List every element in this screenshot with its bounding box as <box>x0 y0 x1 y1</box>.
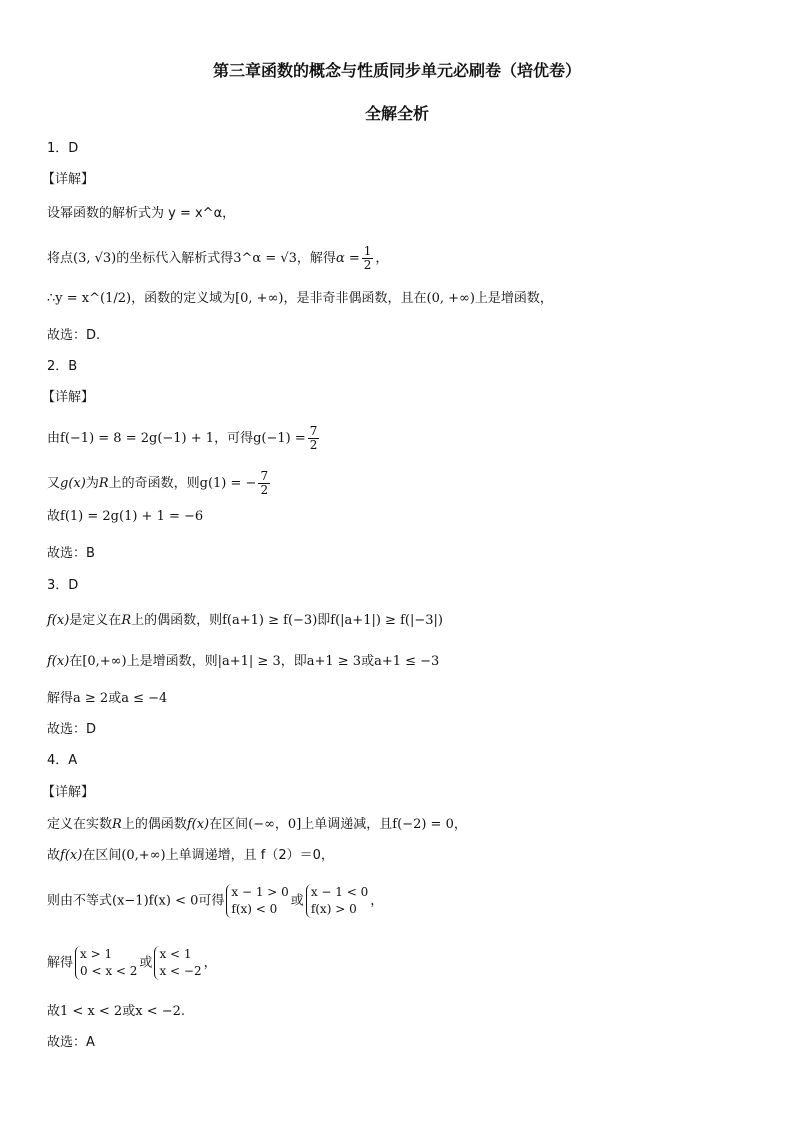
q2-frac1-num: 7 <box>309 424 318 438</box>
q2-l1-text2: ，可得 <box>214 431 254 446</box>
q3-l2-text2: 上是增函数，则 <box>126 654 218 669</box>
q3-l1-text: 是定义在 <box>69 613 122 628</box>
q4-system-4 <box>154 946 201 980</box>
q3-line-1 <box>47 612 443 630</box>
q3-fx: f(x) <box>47 613 70 628</box>
q2-l2-text2: 为 <box>85 476 99 491</box>
q4-system-2 <box>306 884 368 918</box>
q2-detail-tag: 【详解】 <box>42 390 95 405</box>
q4-l1-comma: ， <box>453 817 467 832</box>
q4-l5-period: . <box>180 1004 186 1019</box>
q4-l1-text4: 上单调递减，且 <box>301 817 393 832</box>
q4-line-1 <box>47 816 467 834</box>
q4-result-2: x < −2 <box>135 1004 181 1019</box>
q1-frac-num: 1 <box>363 244 372 258</box>
q4-interval-1: (−∞，0] <box>248 817 302 832</box>
q4-fx-2: f(x) <box>60 848 83 863</box>
q1-interval: (0, +∞) <box>426 291 475 306</box>
q3-case-2: a+1 ≤ −3 <box>374 654 440 669</box>
q1-line-1: 设幂函数的解析式为 y = x^α， <box>47 206 236 221</box>
q4-result-1: 1 < x < 2 <box>60 1004 123 1019</box>
q2-R: R <box>98 476 109 491</box>
q1-alpha: α = <box>335 251 360 266</box>
q3-R: R <box>121 613 132 628</box>
q3-ineq-1: f(a+1) ≥ f(−3) <box>222 613 318 628</box>
q2-frac2-den: 2 <box>260 483 269 497</box>
q4-l4-text: 解得 <box>47 955 74 971</box>
q3-l3-or: 或 <box>108 691 122 706</box>
q4-line-4 <box>47 946 217 980</box>
q1-l2-comma: ， <box>375 251 389 266</box>
q1-l3-text3: 上是增函数， <box>474 291 553 306</box>
q4-l4-comma: ， <box>203 955 217 971</box>
q4-sys2-row1: x − 1 < 0 <box>310 885 369 899</box>
q4-sys1-row2: f(x) < 0 <box>231 902 278 916</box>
q4-inequality: (x−1)f(x) < 0 <box>112 893 199 909</box>
q3-l2-or: 或 <box>361 654 375 669</box>
q2-fraction-1 <box>308 425 320 452</box>
q1-l2-text3: ，解得 <box>296 251 336 266</box>
q2-l2-text: 又 <box>47 476 61 491</box>
q4-l2-text3: 上单调递增，且 f（2）＝0， <box>165 848 334 863</box>
q3-line-2 <box>47 653 439 671</box>
q4-l5-text: 故 <box>47 1004 61 1019</box>
q1-equation: 3^α = √3 <box>233 251 297 266</box>
q2-frac1-den: 2 <box>309 438 318 452</box>
q4-system-3 <box>75 946 137 980</box>
q1-point: (3, √3) <box>73 251 117 266</box>
q4-sys3-row1: x > 1 <box>80 947 113 961</box>
q4-l2-text2: 在区间 <box>82 848 122 863</box>
q2-line-3 <box>47 508 203 526</box>
q4-l4-or: 或 <box>139 955 153 971</box>
q3-l2-text3: ，即 <box>280 654 307 669</box>
q1-l3-text2: ，是非奇非偶函数，且在 <box>283 291 427 306</box>
q4-l3-or: 或 <box>290 893 304 909</box>
q4-line-3 <box>47 884 383 918</box>
q2-fraction-2 <box>258 470 270 497</box>
q4-number: 4．A <box>47 753 78 768</box>
q2-l3-text: 故 <box>47 509 61 524</box>
q4-l1-text2: 上的偶函数 <box>121 817 187 832</box>
q4-l5-or: 或 <box>122 1004 136 1019</box>
q4-system-1 <box>226 884 288 918</box>
q4-l3-comma: ， <box>370 893 384 909</box>
q4-fx: f(x) <box>186 817 210 832</box>
q2-g-value: g(−1) = <box>253 431 306 446</box>
q1-number: 1．D <box>47 141 79 156</box>
q1-frac-den: 2 <box>363 258 372 272</box>
q4-l2-text: 故 <box>47 848 61 863</box>
q2-number: 2．B <box>47 359 78 374</box>
q2-f1-result: f(1) = 2g(1) + 1 = −6 <box>60 509 204 524</box>
q3-case-1: a+1 ≥ 3 <box>306 654 362 669</box>
q4-R: R <box>112 817 122 832</box>
q1-domain: [0, +∞) <box>235 291 284 306</box>
q1-answer: 故选：D. <box>47 328 101 343</box>
q1-l3-text: ，函数的定义域为 <box>131 291 236 306</box>
q4-l3-text: 则由不等式 <box>47 893 113 909</box>
q4-interval-2: (0,+∞) <box>121 848 166 863</box>
page-title: 第三章函数的概念与性质同步单元必刷卷（培优卷） <box>212 61 581 80</box>
q2-g1: g(1) = − <box>199 476 257 491</box>
q4-f-minus2: f(−2) = 0 <box>392 817 454 832</box>
q3-l3-text: 解得 <box>47 691 74 706</box>
q3-result-1: a ≥ 2 <box>73 691 109 706</box>
q3-fx-2: f(x) <box>47 654 70 669</box>
q3-ineq-2: f(|a+1|) ≥ f(|−3|) <box>330 613 443 628</box>
q1-power-func: ∴y = x^(1/2) <box>47 291 132 306</box>
q3-l2-text: 在 <box>69 654 83 669</box>
q4-l3-text2: 可得 <box>198 893 225 909</box>
q3-l1-text2: 上的偶函数，则 <box>131 613 223 628</box>
q4-sys1-row1: x − 1 > 0 <box>231 885 289 899</box>
q2-line-2 <box>47 470 272 497</box>
q3-l1-text3: 即 <box>317 613 331 628</box>
q1-line-2 <box>47 245 388 272</box>
q1-l2-text: 将点 <box>47 251 74 266</box>
q4-detail-tag: 【详解】 <box>42 785 95 800</box>
q3-abs-ineq: |a+1| ≥ 3 <box>217 654 281 669</box>
q2-l2-text3: 上的奇函数，则 <box>108 476 200 491</box>
q3-number: 3．D <box>47 578 79 593</box>
q1-l2-text2: 的坐标代入解析式得 <box>116 251 234 266</box>
q2-equation: f(−1) = 8 = 2g(−1) + 1 <box>60 431 215 446</box>
q2-line-1 <box>47 425 321 452</box>
q4-sys4-row1: x < 1 <box>159 947 192 961</box>
q1-detail-tag: 【详解】 <box>42 172 95 187</box>
q4-line-2 <box>47 847 334 865</box>
q2-frac2-num: 7 <box>260 469 269 483</box>
page-subtitle: 全解全析 <box>364 104 429 123</box>
q4-line-5 <box>47 1003 185 1021</box>
q4-l1-text3: 在区间 <box>209 817 249 832</box>
q4-answer: 故选：A <box>47 1035 95 1050</box>
q4-l1-text: 定义在实数 <box>47 817 113 832</box>
q3-interval: [0,+∞) <box>82 654 127 669</box>
q1-fraction <box>362 245 374 272</box>
q4-sys4-row2: x < −2 <box>159 964 202 978</box>
q4-sys3-row2: 0 < x < 2 <box>80 964 138 978</box>
q3-line-3 <box>47 690 167 708</box>
q2-gx: g(x) <box>60 476 86 491</box>
q2-answer: 故选：B <box>47 546 95 561</box>
q3-result-2: a ≤ −4 <box>121 691 168 706</box>
q4-sys2-row2: f(x) > 0 <box>310 902 357 916</box>
q2-l1-text: 由 <box>47 431 61 446</box>
q3-answer: 故选：D <box>47 722 97 737</box>
q1-line-3 <box>47 290 553 308</box>
